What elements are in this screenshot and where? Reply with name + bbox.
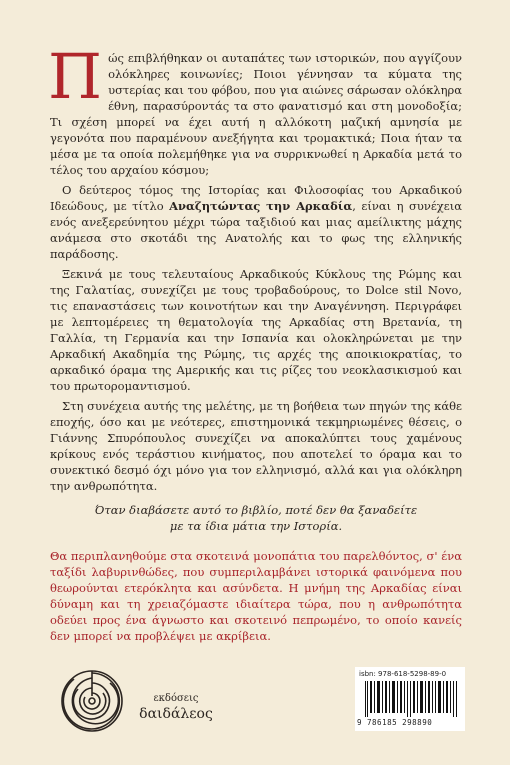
labyrinth-icon [60,669,124,733]
contents-paragraph: Ξεκινά με τους τελευταίους Αρκαδικούς Κύκλους της Ρώμης και της Γαλατίας, συνεχίζει με τους τροβαδούρους, το Dolce stil Novo, τις επαναστάσεις των κοινοτήτων και την Αναγέννηση. Περιγράφει με λεπτομέρειες τη θεματολογία της Αρκαδίας στη Βρετανία, τη Γαλλία, τη Γερμανία και την Ισπανία και ολοκληρώνεται με την Αρκαδική Ακαδημία της Ρώμης, τις αρχές της αποικιοκρατίας, το αρκαδικό όραμα της Αμερικής και τις ρίζες του νεοκλασικισμού και του πρωτορομαντισμού. [50,267,462,393]
quote-line-2: με τα ίδια μάτια την Ιστορία. [169,519,343,533]
intro-paragraph [48,40,462,178]
author-paragraph: Στη συνέχεια αυτής της μελέτης, με τη βοήθεια των πηγών της κάθε εποχής, όσο και με νεότερες, επιστημονικά τεκμηριωμένες θέσεις, ο Γιάννης Σπυρόπουλος συνεχίζει να αποκαλύπτει τους χαμένους κρίκους ενός τεράστιου κινήματος, που αποτελεί το όραμα και το συνεκτικό δεσμό όχι μόνο για τον ελληνισμό, αλλά και για ολόκληρη την ανθρωπότητα. [50,399,462,493]
barcode-bars [365,681,459,717]
barcode [355,667,465,731]
drop-cap: Π [48,40,103,113]
volume-paragraph [50,182,462,262]
intro-text: ώς επιβλήθηκαν οι αυταπάτες των ιστορικών, που αγγίζουν ολόκληρες κοινωνίες; Ποιοι γέννησαν τα κύματα της υστερίας και του φόβου, που για αιώνες σάρωσαν ολόκληρα έθνη, παρασύροντάς τα στο φανατισμό και στη μονοδοξία; Τι σχέση μπορεί να έχει αυτή η αλλόκοτη μαζική αμνησία με γεγονότα που παραμένουν ανεξήγητα και τρομακτικά; Ποια ήταν τα μέσα με τα οποία πολεμήθηκε για να συρρικνωθεί η Αρκαδία μετά το τέλος του αρχαίου κόσμου; [50,51,462,177]
quote-line-1: Όταν διαβάσετε αυτό το βιβλίο, ποτέ δεν θα ξαναδείτε [94,503,418,517]
volume-text-end: , είναι η συνέχεια ενός ανεξερεύνητου μέχρι τώρα ταξιδιού και μιας αμείλικτης μάχης ανάμεσα στο σκοτάδι της Ανατολής και το φως της ελληνικής παράδοσης. [50,199,462,261]
description-block [48,40,462,494]
book-title: Αναζητώντας την Αρκαδία [169,199,353,213]
isbn-text: isbn: 978-618-5298-89-0 [359,670,447,678]
highlight-paragraph: Θα περιπλανηθούμε στα σκοτεινά μονοπάτια του παρελθόντος, σ' ένα ταξίδι λαβυρινθώδες, που συμπεριλαμβάνει ιστορικά φαινόμενα που θεωρούνται ετερόκλητα και ασύνδετα. Η μνήμη της Αρκαδίας είναι δύναμη και τη χρειαζόμαστε ιδιαίτερα τώρα, που η ανθρωπότητα οδεύει προς ένα άγνωστο και σκοτεινό πεπρωμένο, το οποίο κανείς δεν μπορεί να προβλέψει με ακρίβεια. [50,549,462,643]
publisher-brand: δαιδάλεος [139,706,213,722]
volume-text-start: Ο δεύτερος τόμος της Ιστορίας και Φιλοσοφίας του Αρκαδικού Ιδεώδους, με τίτλο [50,183,462,213]
barcode-digits: 9 786185 298890 [357,718,433,727]
quote [50,502,462,534]
publisher-label: εκδόσεις [153,693,199,704]
publisher-name [136,692,216,723]
